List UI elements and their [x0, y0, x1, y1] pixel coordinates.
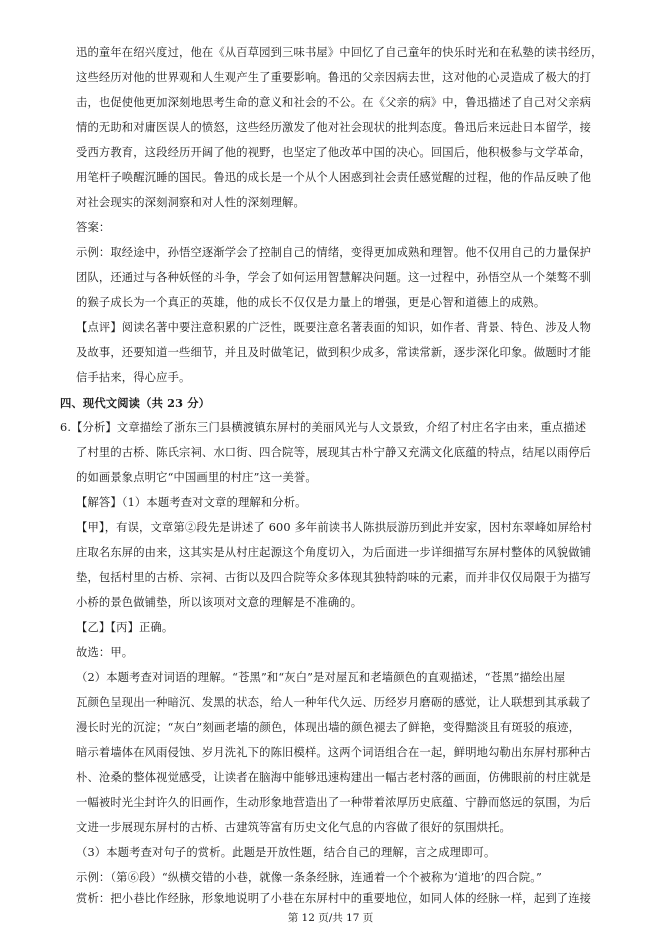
text-line: 瓦颜色呈现出一种暗沉、发黑的状态，给人一种年代久远、历经岁月磨砺的感觉，让人联想到其承载了: [76, 696, 592, 709]
text-line: 受西方教育，这段经历开阔了他的视野，也坚定了他改革中国的决心。回国后，他积极参与文学革命，: [76, 146, 592, 159]
text-line: 漫长时光的沉淀；“灰白”刻画老墙的颜色，体现出墙的颜色褪去了鲜艳，变得黯淡且有斑驳的痕迹，: [76, 721, 581, 734]
text-line: 击，也促使他更加深刻地思考生命的意义和社会的不公。在《父亲的病》中，鲁迅描述了自己对父亲病: [76, 96, 592, 109]
text-line: 示例：取经途中，孙悟空逐渐学会了控制自己的情绪，变得更加成熟和理智。他不仅用自己的力量保护: [76, 246, 592, 259]
text-line: 小桥的景色做铺垫，所以该项对文意的理解是不准确的。: [76, 596, 363, 609]
text-line: 垫，包括村里的古桥、宗祠、古街以及四合院等众多体现其独特韵味的元素，而并非仅仅局限于为描写: [76, 571, 592, 584]
text-line: 示例：（第⑥段）“纵横交错的小巷，就像一条条经脉，连通着一个个被称为‘道地’的四合院。”: [76, 871, 542, 884]
text-line: 朴、沧桑的整体视觉感受，让读者在脑海中能够迅速构建出一幅古老村落的画面，仿佛眼前的村庄就是: [76, 771, 592, 784]
question-number-line: 6.【分析】文章描绘了浙东三门县横渡镇东屏村的美丽风光与人文景致，介绍了村庄名字由来，重点描述: [60, 421, 587, 434]
text-line: 【乙】【丙】正确。: [76, 621, 174, 634]
text-line: 【点评】阅读名著中要注意积累的广泛性，既要注意名著表面的知识，如作者、背景、特色、涉及人物: [76, 321, 592, 334]
text-line: 迅的童年在绍兴度过，他在《从百草园到三味书屋》中回忆了自己童年的快乐时光和在私塾的读书经历，: [76, 46, 603, 59]
text-line: 庄取名东屏的由来，这其实是从村庄起源这个角度切入，为后面进一步详细描写东屏村整体的风貌做铺: [76, 546, 592, 559]
text-line: 及故事，还要知道一些细节，并且及时做笔记，做到积少成多，常读常新，逐步深化印象。做题时才能: [76, 346, 592, 359]
text-line: 故选：甲。: [76, 646, 134, 659]
text-line: 赏析：把小巷比作经脉，形象地说明了小巷在东屏村中的重要地位，如同人体的经脉一样，起到了连接: [76, 892, 592, 905]
text-line: （2）本题考查对词语的理解。“苍黑”和“灰白”是对屋瓦和老墙颜色的直观描述，“苍黑”描绘出屋: [76, 671, 566, 684]
text-line: 团队，还通过与各种妖怪的斗争，学会了如何运用智慧解决问题。这一过程中，孙悟空从一个桀骜不驯: [76, 271, 592, 284]
text-line: （3）本题考查对句子的赏析。此题是开放性题，结合自己的理解，言之成理即可。: [76, 846, 496, 859]
answer-label: 答案：: [76, 221, 111, 234]
page-footer: 第 12 页/共 17 页: [287, 912, 374, 924]
text-line: 【甲】，有误，文章第②段先是讲述了 600 多年前读书人陈拱辰游历到此并安家，因村东翠峰如屏给村: [76, 521, 593, 534]
text-line: 一幅被时光尘封许久的旧画作，生动形象地营造出了一种带着浓厚历史底蕴、宁静而悠远的氛围，为后: [76, 796, 592, 809]
text-line: 【解答】（1）本题考查对文章的理解和分析。: [76, 496, 307, 509]
text-line: 情的无助和对庸医误人的愤怒，这些经历激发了他对社会现状的批判态度。鲁迅后来远赴日本留学，接: [76, 121, 592, 134]
text-line: 了村里的古桥、陈氏宗祠、水口街、四合院等，展现其古朴宁静又充满文化底蕴的特点，结尾以雨停后: [76, 446, 592, 459]
text-line: 用笔杆子唤醒沉睡的国民。鲁迅的成长是一个从个人困惑到社会责任感觉醒的过程，他的作品反映了他: [76, 171, 592, 184]
section-heading: 四、现代文阅读（共 23 分）: [60, 396, 211, 410]
text-line: 对社会现实的深刻洞察和对人性的深刻理解。: [76, 196, 305, 209]
text-line: 这些经历对他的世界观和人生观产生了重要影响。鲁迅的父亲因病去世，这对他的心灵造成了极大的打: [76, 71, 592, 84]
text-line: 的猴子成长为一个真正的英雄，他的成长不仅仅是力量上的增强，更是心智和道德上的成熟。: [76, 296, 546, 309]
text-line: 信手拈来，得心应手。: [76, 371, 191, 384]
text-line: 暗示着墙体在风雨侵蚀、岁月洗礼下的陈旧模样。这两个词语组合在一起，鲜明地勾勒出东屏村那种古: [76, 746, 592, 759]
text-line: 文进一步展现东屏村的古桥、古建筑等富有历史文化气息的内容做了很好的氛围烘托。: [76, 821, 511, 834]
text-line: 的如画景象点明它“中国画里的村庄”这一美誉。: [76, 471, 317, 484]
